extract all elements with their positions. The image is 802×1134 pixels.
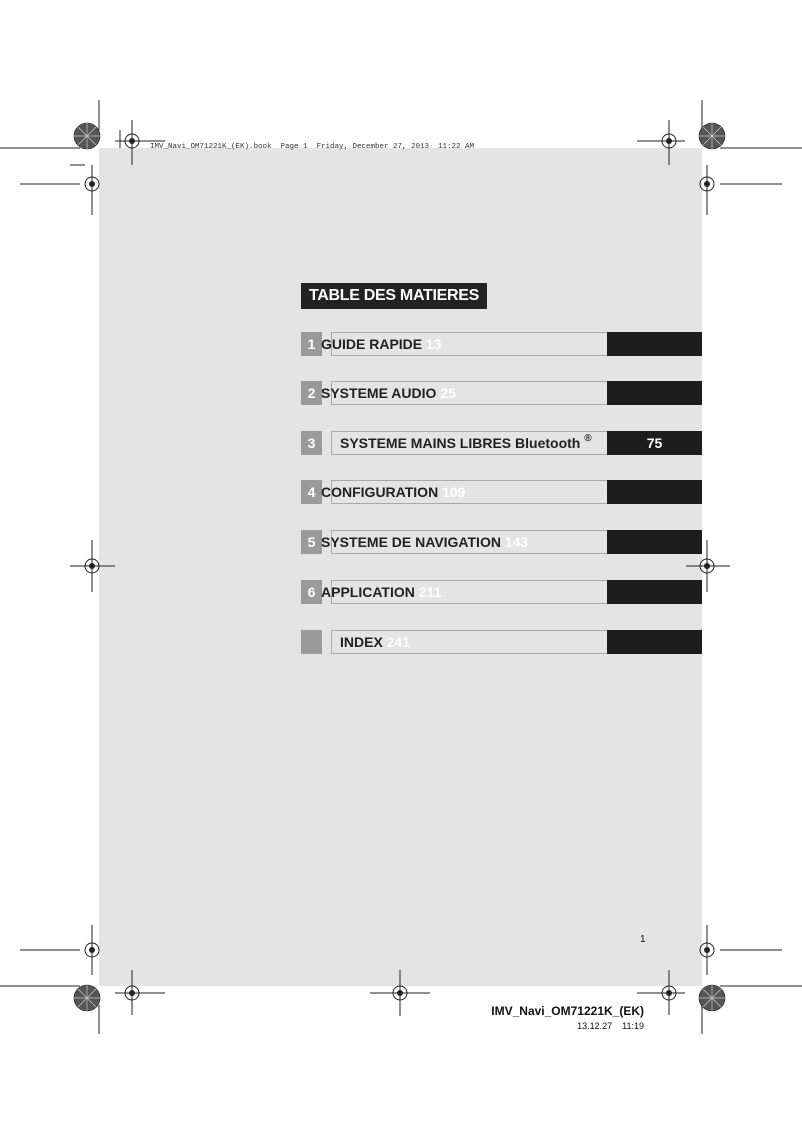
entry-label: SYSTEME MAINS LIBRES Bluetooth ® [340,433,592,451]
entry-label: SYSTEME AUDIO 25 [321,385,456,401]
entry-number: 6 [301,580,322,604]
section-tab [607,381,702,405]
section-tab [607,530,702,554]
entry-number: 1 [301,332,322,356]
entry-page: 25 [440,385,456,401]
print-header: IMV_Navi_OM71221K_(EK).book Page 1 Friday, December 27, 2013 11:22 AM [150,143,475,151]
entry-number [301,630,322,654]
entry-page: 75 [646,435,663,451]
toc-entry-application[interactable] [301,580,702,604]
section-tab [607,480,702,504]
section-tab [607,630,702,654]
footer-datetime [577,1021,644,1031]
registered-mark: ® [584,433,592,444]
entry-label: CONFIGURATION 109 [321,484,466,500]
toc-entry-systeme-mains-libres[interactable] [301,431,702,455]
entry-page: 13 [426,336,442,352]
entry-label: GUIDE RAPIDE 13 [321,336,442,352]
footer-date: 13.12.27 [577,1021,613,1031]
entry-label: APPLICATION 211 [321,584,442,600]
entry-number: 5 [301,530,322,554]
toc-entry-guide-rapide[interactable] [301,332,702,356]
toc-title: TABLE DES MATIERES [301,283,487,309]
section-tab [607,580,702,604]
footer-time: 11:19 [622,1021,644,1031]
entry-number: 3 [301,431,322,455]
toc-entry-systeme-de-navigation[interactable] [301,530,702,554]
entry-label: INDEX 241 [340,634,411,650]
entry-page: 211 [418,584,442,600]
entry-label: SYSTEME DE NAVIGATION 143 [321,534,529,550]
toc-entry-index[interactable] [301,630,702,654]
page-number: 1 [640,934,646,945]
entry-page: 109 [442,484,466,500]
toc-entry-systeme-audio[interactable] [301,381,702,405]
entry-number: 2 [301,381,322,405]
toc-entry-configuration[interactable] [301,480,702,504]
entry-page: 143 [504,534,529,550]
entry-number: 4 [301,480,322,504]
footer-file-id: IMV_Navi_OM71221K_(EK) [491,1004,644,1018]
section-tab [607,332,702,356]
entry-page: 241 [386,634,411,650]
